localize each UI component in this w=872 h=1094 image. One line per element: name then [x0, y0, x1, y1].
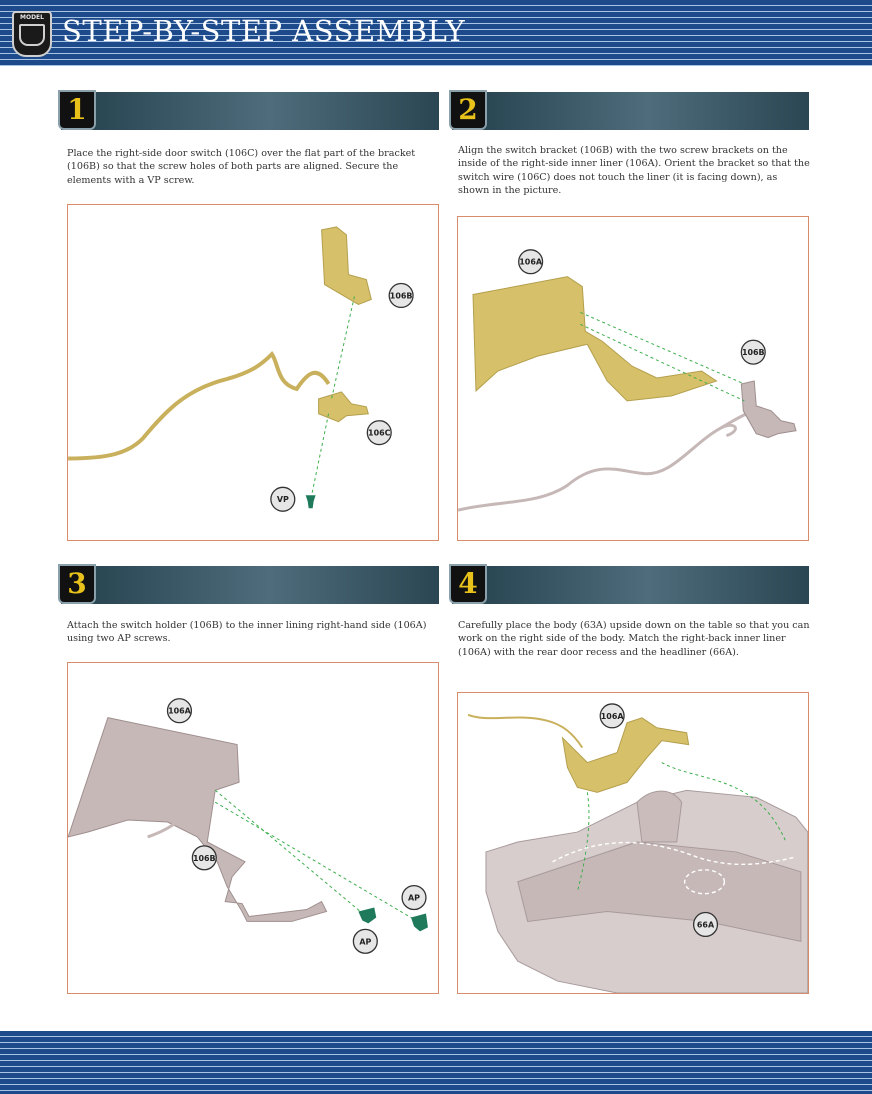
step-4-illustration [458, 693, 808, 993]
step-2-illustration [458, 217, 808, 540]
footer-band [0, 1031, 872, 1094]
callout-ap [402, 886, 426, 910]
liner-106a [562, 718, 688, 793]
callout-vp [271, 487, 295, 511]
svg-text:66A: 66A [696, 920, 715, 930]
svg-text:AP: AP [359, 937, 372, 947]
callout-106a [600, 704, 624, 728]
brand-logo [12, 11, 52, 57]
svg-text:106B: 106B [389, 291, 413, 301]
step-4-number: 4 [449, 564, 487, 604]
step-3-text: Attach the switch holder (106B) to the inner lining right-hand side (106A) using two AP screws. [67, 620, 427, 645]
step-3-figure [67, 662, 439, 994]
step-1-number: 1 [58, 90, 96, 130]
svg-text:AP: AP [408, 893, 421, 903]
page-title: STEP-BY-STEP ASSEMBLY [62, 14, 466, 48]
step-4-text: Carefully place the body (63A) upside down on the table so that you can work on the right side of the body. Match the right-back inner liner (106A) with the rear door recess and the headliner (66A). [458, 620, 810, 658]
callout-106a [168, 699, 192, 723]
step-2-number: 2 [449, 90, 487, 130]
logo-text: MODEL [20, 14, 44, 21]
callout-ap [353, 929, 377, 953]
step-3-number: 3 [58, 564, 96, 604]
step-2-header [452, 92, 809, 130]
screw-ap [358, 908, 376, 924]
switch-wire [68, 354, 328, 458]
svg-text:106A: 106A [600, 711, 624, 721]
screw-vp [306, 495, 316, 508]
svg-text:106A: 106A [168, 706, 191, 716]
callout-106b [741, 340, 765, 364]
svg-text:VP: VP [276, 495, 289, 505]
step-2-figure [457, 216, 809, 541]
svg-text:106A: 106A [519, 257, 542, 267]
step-1-text: Place the right-side door switch (106C) over the flat part of the bracket (106B) so that the screw holes of both parts are aligned. Secure the elements with a VP screw. [67, 148, 416, 186]
switch-wire [458, 425, 735, 510]
step-4-figure [457, 692, 809, 994]
switch-106c [319, 392, 369, 422]
header-band [0, 0, 872, 66]
step-2-text: Align the switch bracket (106B) with the two screw brackets on the inside of the right-side inner liner (106A). Orient the bracket so that the switch wire (106C) does not touch the liner (it is facing down), as shown in the picture. [458, 145, 810, 197]
guide-line [215, 790, 366, 916]
step-1-header [61, 92, 439, 130]
svg-text:106C: 106C [368, 428, 391, 438]
guide-line [332, 296, 355, 398]
logo-shield-icon [19, 24, 45, 46]
step-3-illustration [68, 663, 438, 993]
callout-66a [694, 913, 718, 937]
callout-106b [192, 846, 216, 870]
bracket-106b [741, 381, 796, 438]
svg-text:106B: 106B [192, 853, 216, 863]
callout-106c [367, 421, 391, 445]
step-3-header [61, 566, 439, 604]
liner-106a [473, 277, 716, 401]
callout-106a [519, 250, 543, 274]
step-1-figure [67, 204, 439, 541]
callout-106b [389, 284, 413, 308]
step-4-header [452, 566, 809, 604]
svg-text:106B: 106B [741, 348, 765, 358]
car-seat [637, 791, 682, 842]
guide-line [312, 414, 329, 496]
liner-106a [68, 718, 326, 922]
screw-ap [411, 913, 428, 931]
step-1-illustration [68, 205, 438, 540]
bracket-106b [322, 227, 372, 305]
